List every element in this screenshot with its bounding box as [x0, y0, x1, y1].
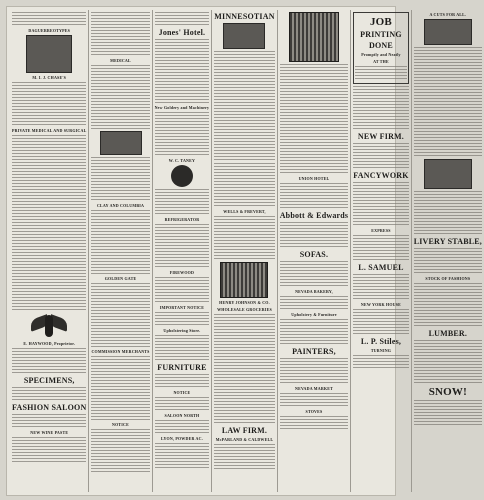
- column-1: [10, 10, 89, 492]
- ad-heading: FASHION SALOON: [12, 403, 87, 412]
- ad-heading: EXPRESS: [371, 228, 391, 233]
- ad-heading: GOLDEN GATE: [104, 276, 137, 281]
- ad-heading: IMPORTANT NOTICE: [159, 305, 205, 310]
- text-block: [214, 163, 274, 207]
- ad-heading: W. C. TANEY: [168, 158, 196, 163]
- text-block: [414, 400, 482, 426]
- text-block: [214, 117, 274, 161]
- text-block: [155, 397, 210, 411]
- text-block: [155, 312, 210, 326]
- ad-heading: PRINTING: [360, 30, 402, 39]
- ad-heading: LAW FIRM.: [221, 426, 268, 435]
- text-block: [12, 135, 86, 199]
- text-block: [91, 283, 149, 347]
- ad-heading: LIVERY STABLE,: [413, 237, 483, 246]
- ad-heading: AT THE: [373, 59, 389, 64]
- ad-heading: CLAY AND COLUMBIA: [96, 203, 145, 208]
- ad-heading: SPECIMENS,: [23, 376, 75, 385]
- signature-line: E. HAYWOOD, Proprietor.: [23, 341, 76, 346]
- text-block: [214, 216, 274, 260]
- column-7: [412, 10, 484, 492]
- text-block: [353, 235, 408, 261]
- ad-heading: SOFAS.: [299, 250, 329, 259]
- text-block: [155, 224, 210, 268]
- ad-heading: STOVES: [305, 409, 323, 414]
- text-block: [214, 51, 274, 115]
- text-block: [155, 420, 210, 434]
- ad-heading: MEDICAL: [110, 58, 131, 63]
- text-block: [414, 283, 482, 327]
- text-block: [414, 191, 482, 235]
- text-block: [280, 393, 349, 407]
- text-block: [155, 335, 210, 361]
- building-engraving: [289, 12, 339, 62]
- ad-heading: REFRIGERATOR: [164, 217, 200, 222]
- text-block: [280, 358, 349, 384]
- text-block: [155, 12, 210, 26]
- ad-heading: LYON, POWDER AC.: [160, 436, 203, 441]
- text-block: [155, 277, 210, 303]
- text-block: [353, 86, 408, 130]
- ad-heading: Upholstering Store.: [163, 328, 201, 333]
- engraving-illustration: [424, 159, 472, 189]
- text-block: [155, 112, 210, 156]
- text-block: [414, 340, 482, 384]
- engraving-illustration: [223, 23, 265, 49]
- ad-heading: L. P. Stiles,: [360, 337, 402, 346]
- text-block: [353, 309, 408, 335]
- text-block: [91, 210, 149, 274]
- text-block: [155, 374, 210, 388]
- text-block: [91, 157, 149, 201]
- eagle-illustration: [31, 313, 67, 339]
- seal-emblem: [171, 165, 193, 187]
- text-block: [91, 356, 149, 420]
- ad-heading: TURNING: [370, 348, 392, 353]
- ad-heading: L. SAMUEL: [358, 263, 404, 272]
- ad-heading: Jones' Hotel.: [158, 28, 206, 37]
- ad-heading: McPARLAND & CALDWELL: [215, 437, 274, 442]
- column-grid: [10, 10, 483, 492]
- ad-heading: FIREWOOD: [169, 270, 195, 275]
- text-block: [155, 443, 210, 469]
- ad-heading: SALOON NORTH: [164, 413, 200, 418]
- text-block: [353, 355, 408, 369]
- engraving-illustration: [26, 35, 72, 73]
- ad-heading: LUMBER.: [428, 329, 468, 338]
- ad-heading: Abbott & Edwards: [279, 211, 349, 220]
- ad-heading: DAGUERREOTYPES: [28, 28, 71, 33]
- ad-heading: M. I. J. CHASE'S: [32, 75, 67, 80]
- engraving-illustration: [424, 19, 472, 45]
- job-printing-ad: [353, 12, 408, 84]
- text-block: [414, 113, 482, 157]
- ad-heading: JOB: [369, 16, 392, 28]
- ad-heading: NEVADA BAKERY,: [295, 289, 333, 294]
- text-block: [12, 267, 86, 311]
- text-block: [280, 130, 349, 174]
- ad-heading: COMMISSION MERCHANTS: [91, 349, 150, 354]
- text-block: [280, 416, 349, 430]
- ad-heading: NEW YORK HOUSE: [360, 302, 402, 307]
- text-block: [155, 39, 210, 103]
- column-2: [89, 10, 152, 492]
- ad-heading: NOTICE: [112, 422, 130, 427]
- ad-heading: STOCK OF FASHIONS: [425, 276, 471, 281]
- ad-heading: NEW WINE PASTE: [30, 430, 69, 435]
- text-block: [353, 182, 408, 226]
- text-block: [280, 261, 349, 287]
- text-block: [414, 248, 482, 274]
- ad-heading: Promptly and Neatly: [361, 52, 401, 57]
- ad-heading: HENRY JOHNSON & CO.: [219, 300, 270, 305]
- text-block: [280, 64, 349, 128]
- ad-heading: New Goldery and Machinery: [154, 105, 210, 110]
- text-block: [214, 444, 274, 470]
- text-block: [91, 65, 149, 129]
- engraving-illustration: [100, 131, 142, 155]
- text-block: [12, 414, 86, 428]
- text-block: [280, 222, 349, 248]
- ad-heading: PRIVATE MEDICAL AND SURGICAL: [12, 128, 87, 133]
- text-block: [280, 183, 349, 209]
- text-block: [91, 429, 149, 473]
- column-6: [351, 10, 411, 492]
- newspaper-page: [6, 6, 483, 496]
- ad-heading: FURNITURE: [157, 363, 207, 372]
- text-block: [353, 143, 408, 169]
- column-4: [212, 10, 277, 492]
- ad-heading: NEW FIRM.: [357, 132, 405, 141]
- ad-heading: DONE: [369, 41, 393, 50]
- ad-heading: WELLS & FREVERT,: [223, 209, 266, 214]
- text-block: [353, 274, 408, 300]
- ad-heading: NEVADA MARKET: [294, 386, 333, 391]
- text-block: [12, 387, 86, 401]
- ad-heading: A CUTS FOR ALL.: [429, 12, 467, 17]
- ad-heading: SNOW!: [428, 386, 467, 398]
- column-3: [153, 10, 213, 492]
- text-block: [12, 12, 86, 26]
- text-block: [280, 296, 349, 310]
- text-block: [12, 201, 86, 265]
- text-block: [414, 47, 482, 111]
- text-block: [12, 437, 86, 463]
- ad-heading: PAINTERS,: [292, 347, 336, 356]
- column-5: [278, 10, 352, 492]
- ad-heading: FANCYWORK: [353, 171, 409, 180]
- ad-heading: NOTICE: [173, 390, 191, 395]
- ad-heading: WHOLESALE GROCERIES: [217, 307, 272, 312]
- text-block: [214, 380, 274, 424]
- text-block: [12, 348, 86, 374]
- text-block: [12, 82, 86, 126]
- ad-heading: UNION HOTEL: [298, 176, 330, 181]
- ad-heading: Upholstery & Furniture: [291, 312, 337, 317]
- text-block: [155, 189, 210, 215]
- text-block: [91, 12, 149, 56]
- ad-heading: MINNESOTIAN: [214, 12, 275, 21]
- text-block: [355, 66, 406, 80]
- text-block: [214, 314, 274, 378]
- building-engraving: [220, 262, 268, 298]
- text-block: [280, 319, 349, 345]
